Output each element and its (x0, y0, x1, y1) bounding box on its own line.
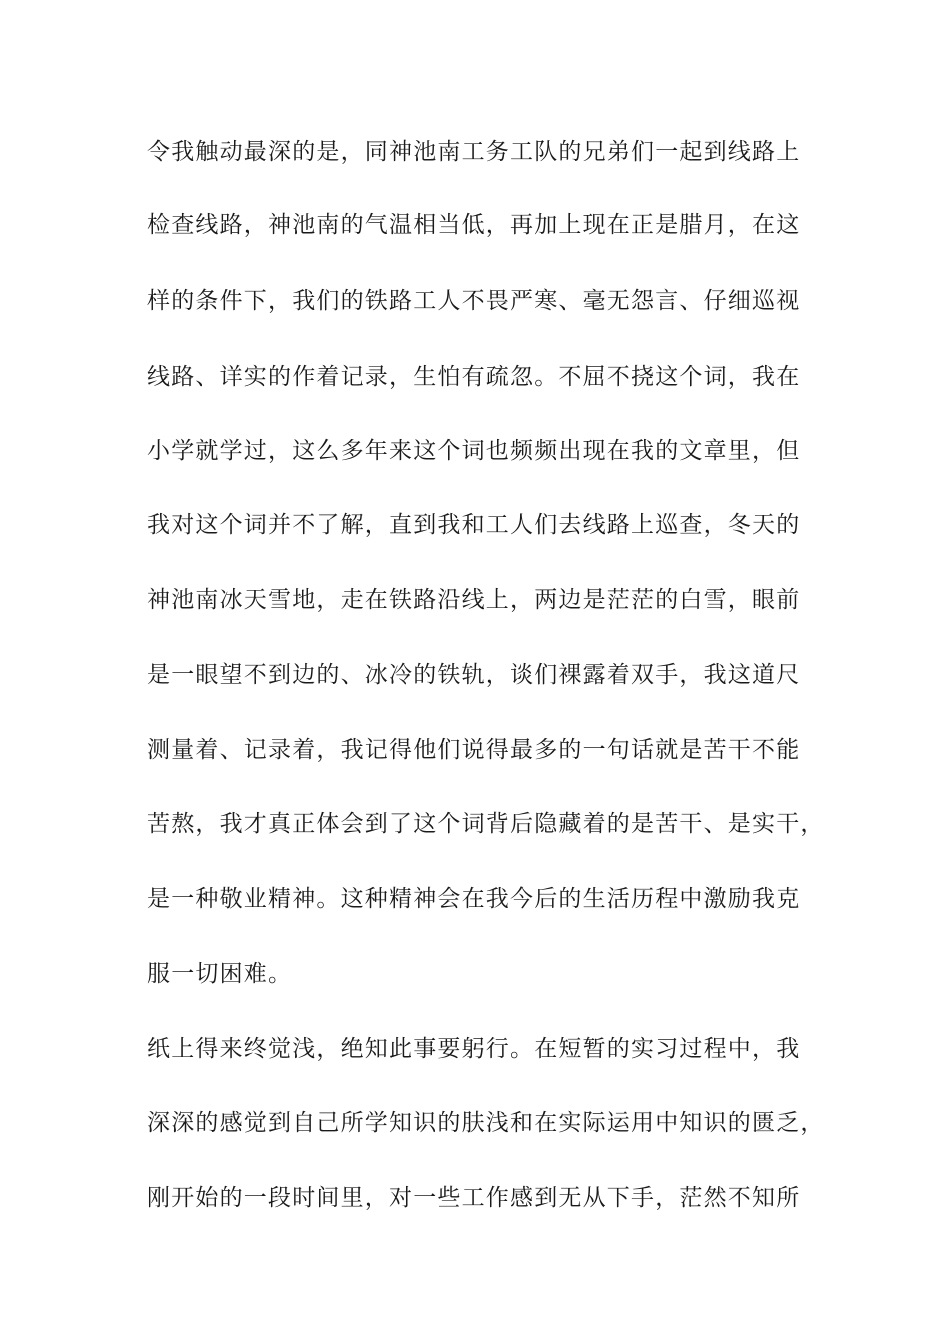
text-line-11: 是一种敬业精神。这种精神会在我今后的生活历程中激励我克 (147, 886, 801, 912)
text-line-15: 刚开始的一段时间里，对一些工作感到无从下手，茫然不知所 (147, 1185, 801, 1211)
text-line-13: 纸上得来终觉浅，绝知此事要躬行。在短暂的实习过程中，我 (147, 1036, 801, 1062)
text-line-3: 样的条件下，我们的铁路工人不畏严寒、毫无怨言、仔细巡视 (147, 288, 801, 314)
text-line-6: 我对这个词并不了解，直到我和工人们去线路上巡查，冬天的 (147, 512, 801, 538)
text-line-4: 线路、详实的作着记录，生怕有疏忽。不屈不挠这个词，我在 (147, 364, 801, 390)
text-line-7: 神池南冰天雪地，走在铁路沿线上，两边是茫茫的白雪，眼前 (147, 587, 801, 613)
text-line-2: 检查线路，神池南的气温相当低，再加上现在正是腊月，在这 (147, 212, 801, 238)
text-line-9: 测量着、记录着，我记得他们说得最多的一句话就是苦干不能 (147, 737, 801, 763)
text-line-5: 小学就学过，这么多年来这个词也频频出现在我的文章里，但 (147, 438, 801, 464)
text-line-14: 深深的感觉到自己所学知识的肤浅和在实际运用中知识的匮乏， (147, 1110, 825, 1136)
text-line-12: 服一切困难。 (147, 961, 293, 987)
text-line-1: 令我触动最深的是，同神池南工务工队的兄弟们一起到线路上 (147, 139, 801, 165)
text-line-10: 苦熬，我才真正体会到了这个词背后隐藏着的是苦干、是实干， (147, 811, 825, 837)
text-line-8: 是一眼望不到边的、冰冷的铁轨，谈们裸露着双手，我这道尺 (147, 662, 801, 688)
